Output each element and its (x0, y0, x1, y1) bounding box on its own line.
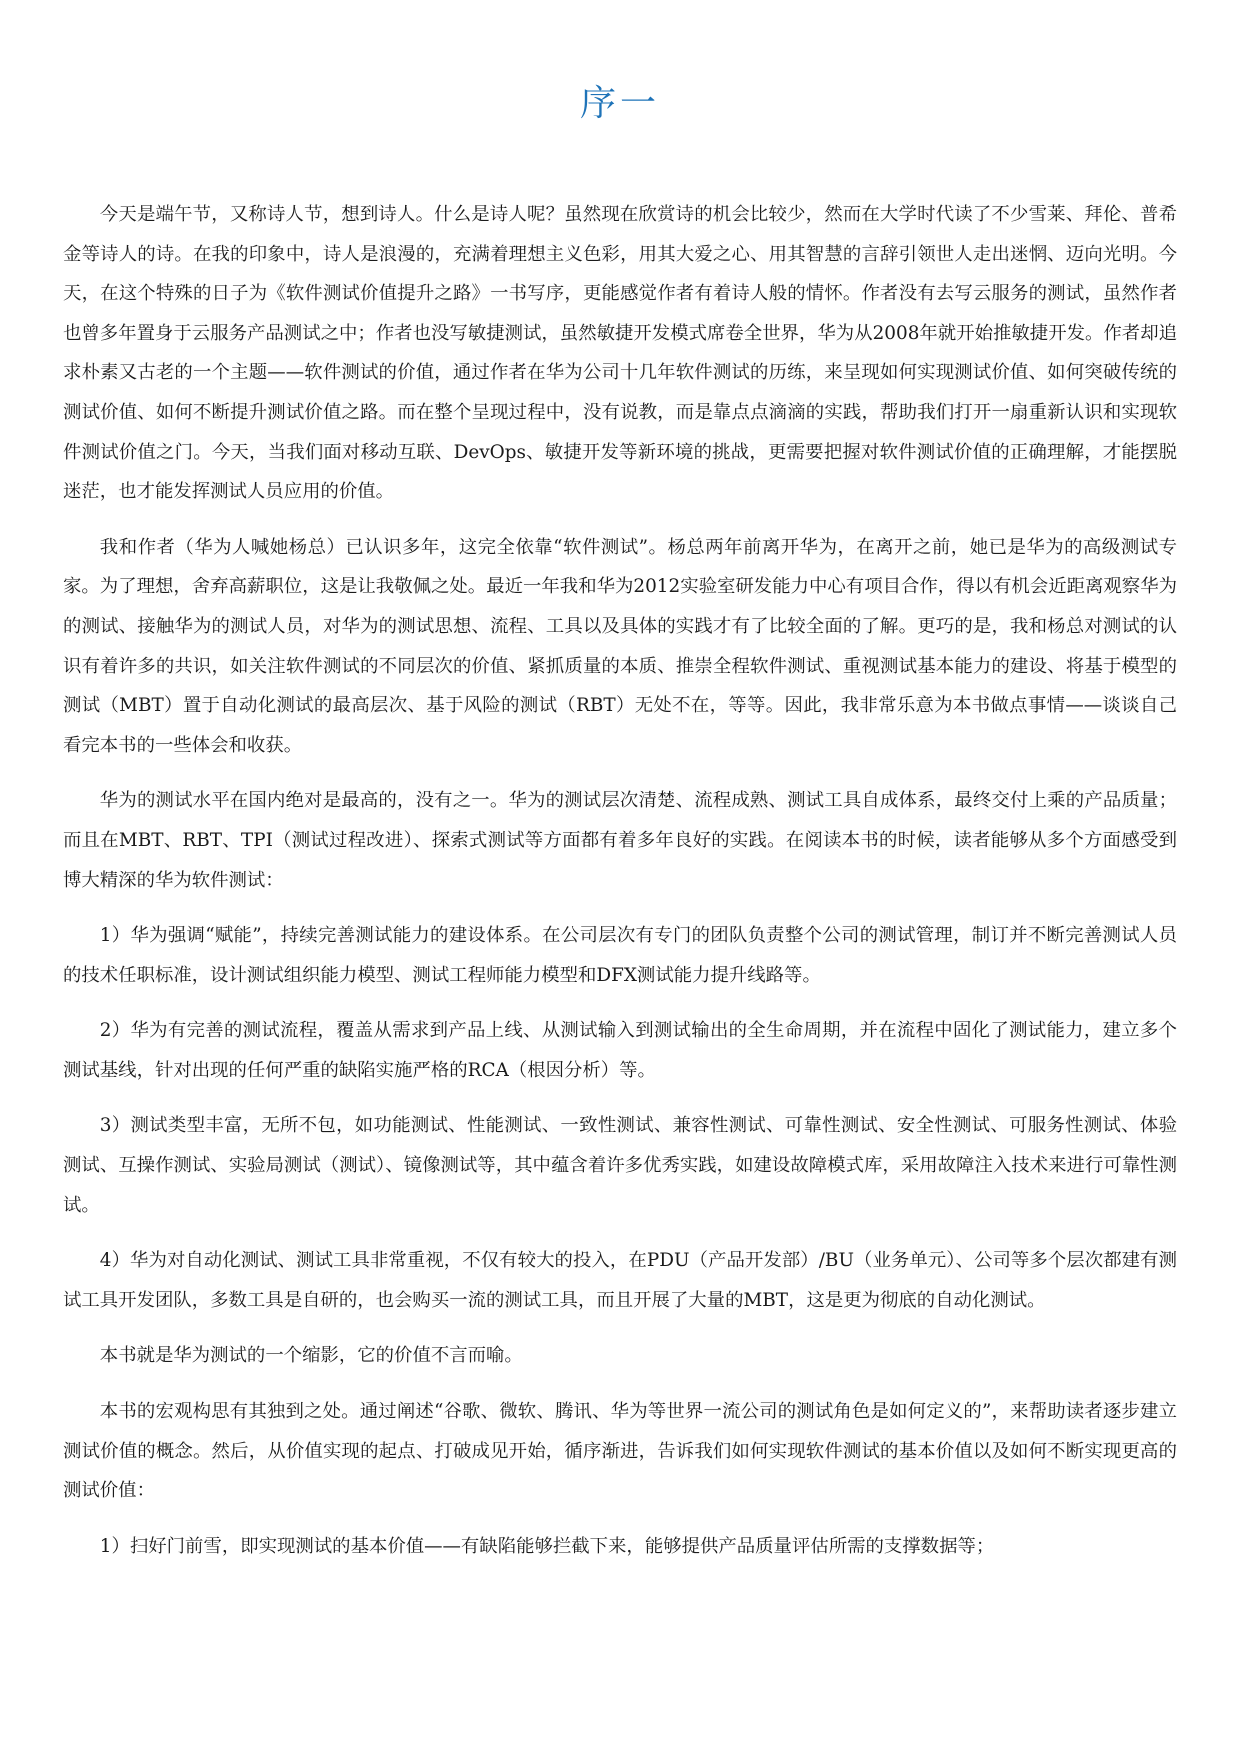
list-item-capability: 1）华为强调“赋能”，持续完善测试能力的建设体系。在公司层次有专门的团队负责整个公司的测试管理，制订并不断完善测试人员的技术任职标准，设计测试组织能力模型、测试工程师能力模型和DFX测试能力提升线路等。 (63, 925, 1177, 986)
body-text (63, 195, 1177, 1582)
paragraph-intro: 今天是端午节，又称诗人节，想到诗人。什么是诗人呢？虽然现在欣赏诗的机会比较少，然而在大学时代读了不少雪莱、拜伦、普希金等诗人的诗。在我的印象中，诗人是浪漫的，充满着理想主义色彩，用其大爱之心、用其智慧的言辞引领世人走出迷惘、迈向光明。今天，在这个特殊的日子为《软件测试价值提升之路》一书写序，更能感觉作者有着诗人般的情怀。作者没有去写云服务的测试，虽然作者也曾多年置身于云服务产品测试之中；作者也没写敏捷测试，虽然敏捷开发模式席卷全世界，华为从2008年就开始推敏捷开发。作者却追求朴素又古老的一个主题——软件测试的价值，通过作者在华为公司十几年软件测试的历练，来呈现如何实现测试价值、如何突破传统的测试价值、如何不断提升测试价值之路。而在整个呈现过程中，没有说教，而是靠点点滴滴的实践，帮助我们打开一扇重新认识和实现软件测试价值之门。今天，当我们面对移动互联、DevOps、敏捷开发等新环境的挑战，更需要把握对软件测试价值的正确理解，才能摆脱迷茫，也才能发挥测试人员应用的价值。 (63, 204, 1177, 503)
paragraph-book-structure: 本书的宏观构思有其独到之处。通过阐述“谷歌、微软、腾讯、华为等世界一流公司的测试角色是如何定义的”，来帮助读者逐步建立测试价值的概念。然后，从价值实现的起点、打破成见开始，循序渐进，告诉我们如何实现软件测试的基本价值以及如何不断实现更高的测试价值： (63, 1401, 1177, 1502)
paragraph-book-value: 本书就是华为测试的一个缩影，它的价值不言而喻。 (99, 1345, 523, 1367)
list-item-process: 2）华为有完善的测试流程，覆盖从需求到产品上线、从测试输入到测试输出的全生命周期，并在流程中固化了测试能力，建立多个测试基线，针对出现的任何严重的缺陷实施严格的RCA（根因分析）等。 (63, 1020, 1177, 1081)
paragraph-author-acquaintance: 我和作者（华为人喊她杨总）已认识多年，这完全依靠“软件测试”。杨总两年前离开华为，在离开之前，她已是华为的高级测试专家。为了理想，舍弃高薪职位，这是让我敬佩之处。最近一年我和华为2012实验室研发能力中心有项目合作，得以有机会近距离观察华为的测试、接触华为的测试人员，对华为的测试思想、流程、工具以及具体的实践才有了比较全面的了解。更巧的是，我和杨总对测试的认识有着许多的共识，如关注软件测试的不同层次的价值、紧抓质量的本质、推崇全程软件测试、重视测试基本能力的建设、将基于模型的测试（MBT）置于自动化测试的最高层次、基于风险的测试（RBT）无处不在，等等。因此，我非常乐意为本书做点事情——谈谈自己看完本书的一些体会和收获。 (63, 536, 1177, 756)
list-item-basic-value: 1）扫好门前雪，即实现测试的基本价值——有缺陷能够拦截下来，能够提供产品质量评估所需的支撑数据等； (99, 1535, 995, 1557)
paragraph-huawei-testing-level: 华为的测试水平在国内绝对是最高的，没有之一。华为的测试层次清楚、流程成熟、测试工具自成体系，最终交付上乘的产品质量；而且在MBT、RBT、TPI（测试过程改进）、探索式测试等方面都有着多年良好的实践。在阅读本书的时候，读者能够从多个方面感受到博大精深的华为软件测试： (63, 790, 1177, 891)
list-item-test-types: 3）测试类型丰富，无所不包，如功能测试、性能测试、一致性测试、兼容性测试、可靠性测试、安全性测试、可服务性测试、体验测试、互操作测试、实验局测试（测试）、镜像测试等，其中蕴含着许多优秀实践，如建设故障模式库，采用故障注入技术来进行可靠性测试。 (63, 1115, 1177, 1216)
page-title: 序一 (579, 83, 660, 124)
list-item-automation: 4）华为对自动化测试、测试工具非常重视，不仅有较大的投入，在PDU（产品开发部）/BU（业务单元）、公司等多个层次都建有测试工具开发团队，多数工具是自研的，也会购买一流的测试工具，而且开展了大量的MBT，这是更为彻底的自动化测试。 (63, 1250, 1177, 1311)
